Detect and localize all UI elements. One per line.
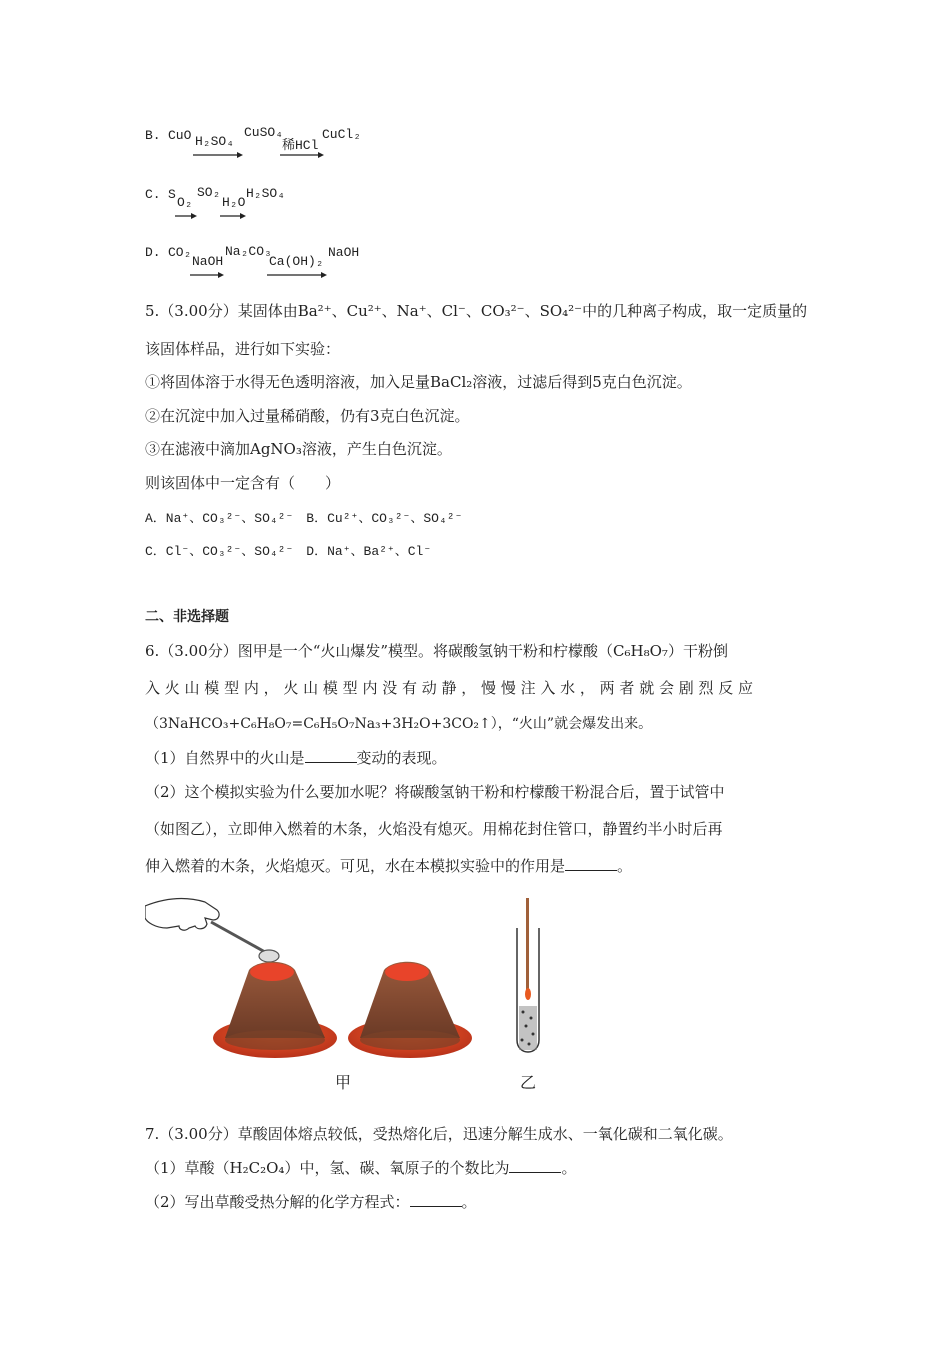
q6-part-1 [145, 747, 447, 768]
figure-caption-b: 乙 [520, 1073, 537, 1092]
q6-part-1-text: （1）自然界中的火山是 [145, 749, 305, 767]
species: CuSO₄ [244, 125, 284, 140]
q5-options-ab: A．Na⁺、CO₃²⁻、SO₄²⁻ B．Cu²⁺、CO₃²⁻、SO₄²⁻ [145, 511, 463, 526]
arrow-condition: 稀HCl [282, 138, 319, 153]
figure-caption-a: 甲 [335, 1073, 352, 1092]
q7-part-2-tail: 。 [461, 1193, 477, 1211]
species: H₂SO₄ [246, 186, 286, 201]
option-label: D. [145, 245, 161, 260]
q6-part-2-line-1: （2）这个模拟实验为什么要加水呢？将碳酸氢钠干粉和柠檬酸干粉混合后，置于试管中 [145, 783, 725, 801]
arrow-condition: O₂ [177, 195, 193, 210]
q6-part-2-line-3 [145, 855, 632, 876]
answer-blank[interactable] [305, 750, 357, 763]
q7-part-2 [145, 1191, 477, 1212]
arrow-icon [193, 134, 245, 158]
species: CuO [168, 128, 192, 143]
q6-part-2-text: 伸入燃着的木条，火焰熄灭。可见，水在本模拟实验中的作用是 [145, 857, 566, 875]
species: S [168, 187, 176, 202]
volcano-model-icon [213, 962, 337, 1058]
arrow-icon [267, 254, 329, 278]
reaction-arrow [175, 195, 199, 219]
q7-stem: 7.（3.00分）草酸固体熔点较低，受热熔化后，迅速分解生成水、一氧化碳和二氧化碳。 [145, 1125, 733, 1143]
q7-part-2-text: （2）写出草酸受热分解的化学方程式： [145, 1193, 410, 1211]
q6-part-1-tail: 变动的表现。 [356, 749, 447, 767]
answer-blank[interactable] [410, 1194, 462, 1207]
q6-stem-line-3: （3NaHCO₃+C₆H₈O₇=C₆H₅O₇Na₃+3H₂O+3CO₂↑），“火山”就会爆发出来。 [145, 716, 653, 732]
arrow-icon [280, 134, 326, 158]
arrow-icon [190, 254, 226, 278]
q5-options-cd: C．Cl⁻、CO₃²⁻、SO₄²⁻ D．Na⁺、Ba²⁺、Cl⁻ [145, 544, 432, 559]
q7-part-1-text: （1）草酸（H₂C₂O₄）中，氢、碳、氧原子的个数比为 [145, 1159, 510, 1177]
q7-part-1-tail: 。 [561, 1159, 577, 1177]
q7-part-1 [145, 1157, 576, 1178]
hand-spoon-icon [145, 899, 279, 962]
q5-step-1: ①将固体溶于水得无色透明溶液，加入足量BaCl₂溶液，过滤后得到5克白色沉淀。 [145, 373, 692, 391]
arrow-condition: H₂SO₄ [195, 134, 235, 149]
reaction-arrow [280, 134, 326, 158]
option-label: C. [145, 187, 161, 202]
q6-part-2-line-2: （如图乙），立即伸入燃着的木条，火焰没有熄灭。用棉花封住管口，静置约半小时后再 [145, 820, 723, 838]
q5-question: 则该固体中一定含有（ ） [145, 474, 341, 492]
reaction-arrow [267, 254, 329, 278]
reaction-arrow [193, 134, 245, 158]
species: Na₂CO₃ [225, 244, 272, 259]
option-label: B. [145, 128, 161, 143]
species: SO₂ [197, 185, 221, 200]
reaction-arrow [220, 195, 248, 219]
arrow-condition: H₂O [222, 195, 246, 210]
answer-blank[interactable] [565, 858, 617, 871]
q6-part-2-tail: 。 [617, 857, 633, 875]
volcano-figure [145, 888, 575, 1063]
volcano-model-icon [348, 962, 472, 1058]
arrow-condition: NaOH [192, 254, 224, 269]
q5-stem-line-2: 该固体样品，进行如下实验： [145, 340, 341, 358]
species: NaOH [328, 245, 360, 260]
q6-stem-line-1: 6.（3.00分）图甲是一个“火山爆发”模型。将碳酸氢钠干粉和柠檬酸（C₆H₈O₇）干粉倒 [145, 642, 728, 660]
q6-stem-line-2: 入 火 山 模 型 内 ， 火 山 模 型 内 没 有 动 静 ， 慢 慢 注 入 水 ， 两 者 就 会 剧 烈 反 应 [145, 679, 754, 697]
q5-step-2: ②在沉淀中加入过量稀硝酸，仍有3克白色沉淀。 [145, 407, 470, 425]
section-heading: 二、非选择题 [145, 609, 229, 625]
reaction-arrow [190, 254, 226, 278]
arrow-icon [175, 195, 199, 219]
species: CuCl₂ [322, 127, 362, 142]
arrow-condition: Ca(OH)₂ [269, 254, 324, 269]
q5-step-3: ③在滤液中滴加AgNO₃溶液，产生白色沉淀。 [145, 440, 452, 458]
q5-stem-line-1: 5.（3.00分）某固体由Ba²⁺、Cu²⁺、Na⁺、Cl⁻、CO₃²⁻、SO₄²⁻中的几种离子构成，取一定质量的 [145, 302, 808, 320]
arrow-icon [220, 195, 248, 219]
answer-blank[interactable] [509, 1160, 561, 1173]
test-tube-icon [517, 898, 539, 1052]
species: CO₂ [168, 245, 192, 260]
